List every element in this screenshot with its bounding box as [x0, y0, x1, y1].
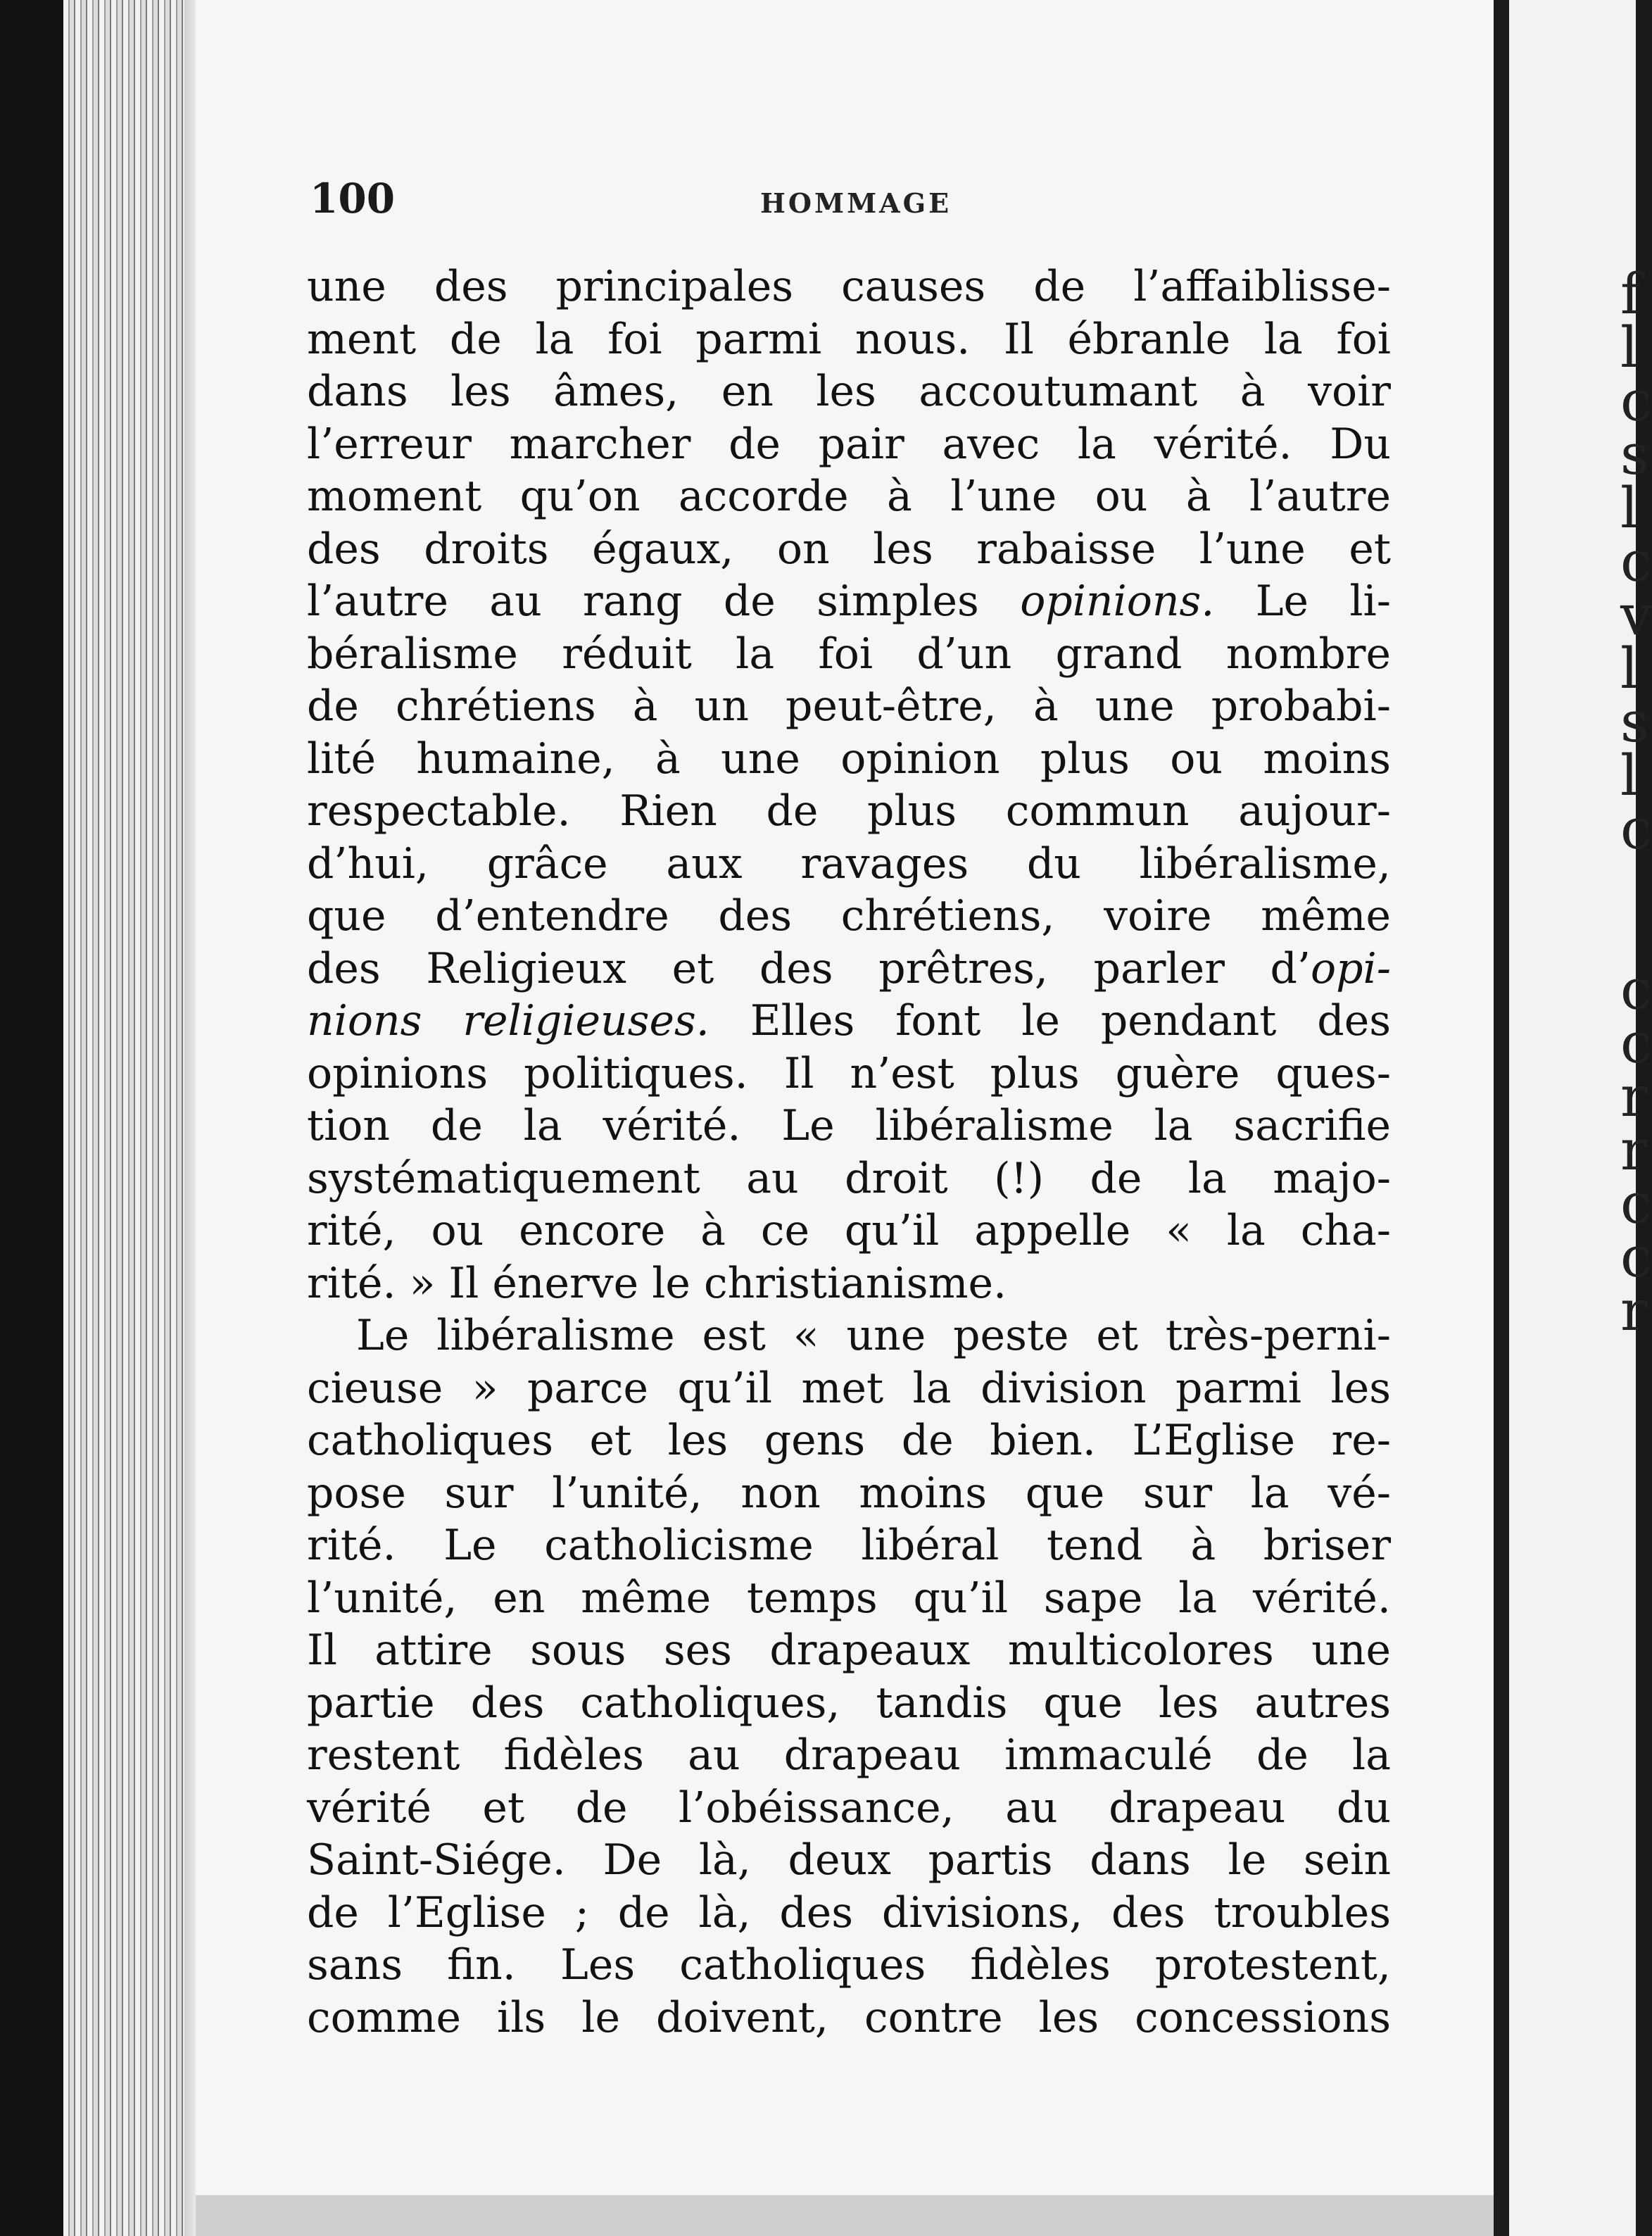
text-line: rité, ou encore à ce qu’il appelle « la cha-: [307, 1206, 1391, 1255]
text-line: vérité et de l’obéissance, au drapeau du: [307, 1783, 1391, 1833]
facing-glyph: [1620, 910, 1652, 963]
text-segment: des Religieux et des prêtres, parler d’: [307, 943, 1311, 993]
text-line: sans fin. Les catholiques fidèles protestent,: [307, 1940, 1391, 1990]
running-title: HOMMAGE: [760, 187, 952, 219]
facing-glyph: c: [1620, 1010, 1652, 1076]
page-bottom-margin: [196, 2195, 1498, 2236]
text-line: respectable. Rien de plus commun aujour-: [307, 786, 1391, 836]
running-head: [310, 175, 1387, 231]
text-line: rité. Le catholicisme libéral tend à briser: [307, 1521, 1391, 1570]
facing-glyph: r: [1620, 1064, 1648, 1129]
facing-glyph: l: [1620, 315, 1639, 380]
facing-glyph: r: [1620, 1278, 1648, 1343]
text-line: Saint-Siége. De là, deux partis dans le sein: [307, 1835, 1391, 1885]
facing-glyph: l: [1620, 743, 1639, 808]
facing-glyph: c: [1620, 1224, 1652, 1290]
text-line: [307, 575, 1391, 628]
text-segment: Le li-: [1255, 577, 1392, 626]
text-line: rité. » Il énerve le christianisme.: [307, 1258, 1007, 1308]
text-line: tion de la vérité. Le libéralisme la sacrifie: [307, 1101, 1391, 1150]
text-segment: Elles font le pendant des: [750, 996, 1391, 1045]
italic-segment: opi-: [1311, 943, 1391, 993]
text-line: lité humaine, à une opinion plus ou moins: [307, 734, 1391, 784]
text-line: catholiques et les gens de bien. L’Eglise re-: [307, 1416, 1391, 1465]
page-divider: [1494, 0, 1509, 2236]
text-line: [307, 943, 1391, 995]
facing-glyph: s: [1620, 422, 1650, 487]
text-line: une des principales causes de l’affaiblisse-: [307, 262, 1391, 311]
facing-glyph: l: [1620, 475, 1639, 541]
text-line: de l’Eglise ; de là, des divisions, des troubles: [307, 1888, 1391, 1937]
text-line: Le libéralisme est « une peste et très-perni-: [356, 1311, 1391, 1360]
facing-glyph: c: [1620, 1171, 1652, 1236]
text-line: dans les âmes, en les accoutumant à voir: [307, 367, 1391, 416]
facing-glyph: c: [1620, 529, 1652, 594]
text-line: des droits égaux, on les rabaisse l’une et: [307, 524, 1391, 574]
text-line: Il attire sous ses drapeaux multicolores une: [307, 1626, 1391, 1675]
text-line: comme ils le doivent, contre les concessions: [307, 1992, 1391, 2042]
text-line: cieuse » parce qu’il met la division parmi les: [307, 1363, 1391, 1413]
text-line: de chrétiens à un peut-être, à une probabi-: [307, 682, 1391, 731]
text-line: [307, 995, 1391, 1048]
italic-segment: opinions.: [1020, 577, 1215, 626]
facing-glyph: l: [1620, 636, 1639, 701]
facing-glyph: f: [1620, 261, 1641, 327]
facing-glyph: v: [1620, 582, 1652, 648]
facing-glyph: s: [1620, 689, 1650, 755]
text-line: béralisme réduit la foi d’un grand nombre: [307, 629, 1391, 679]
page-edges: [63, 0, 190, 2236]
text-line: moment qu’on accorde à l’une ou à l’autre: [307, 472, 1391, 521]
text-line: opinions politiques. Il n’est plus guère ques-: [307, 1048, 1391, 1098]
text-line: pose sur l’unité, non moins que sur la vé-: [307, 1468, 1391, 1518]
text-line: l’erreur marcher de pair avec la vérité. Du: [307, 419, 1391, 469]
body-text: [307, 260, 1391, 2044]
facing-glyph: c: [1620, 957, 1652, 1022]
text-line: systématiquement au droit (!) de la majo-: [307, 1153, 1391, 1203]
text-line: que d’entendre des chrétiens, voire même: [307, 891, 1391, 941]
facing-glyph: r: [1620, 1117, 1648, 1183]
text-line: partie des catholiques, tandis que les autres: [307, 1678, 1391, 1728]
page-number: 100: [310, 175, 396, 222]
text-segment: l’autre au rang de simples: [307, 577, 979, 626]
text-line: d’hui, grâce aux ravages du libéralisme,: [307, 838, 1391, 888]
text-line: l’unité, en même temps qu’il sape la vérité.: [307, 1573, 1391, 1623]
facing-glyph: [1620, 856, 1652, 910]
text-line: ment de la foi parmi nous. Il ébranle la foi: [307, 314, 1391, 364]
facing-glyph: c: [1620, 368, 1652, 434]
facing-page-glyphs: [1620, 261, 1652, 1343]
facing-glyph: c: [1620, 796, 1652, 862]
italic-segment: nions religieuses.: [307, 996, 710, 1045]
facing-page: [1509, 0, 1652, 2236]
text-line: restent fidèles au drapeau immaculé de la: [307, 1731, 1391, 1780]
